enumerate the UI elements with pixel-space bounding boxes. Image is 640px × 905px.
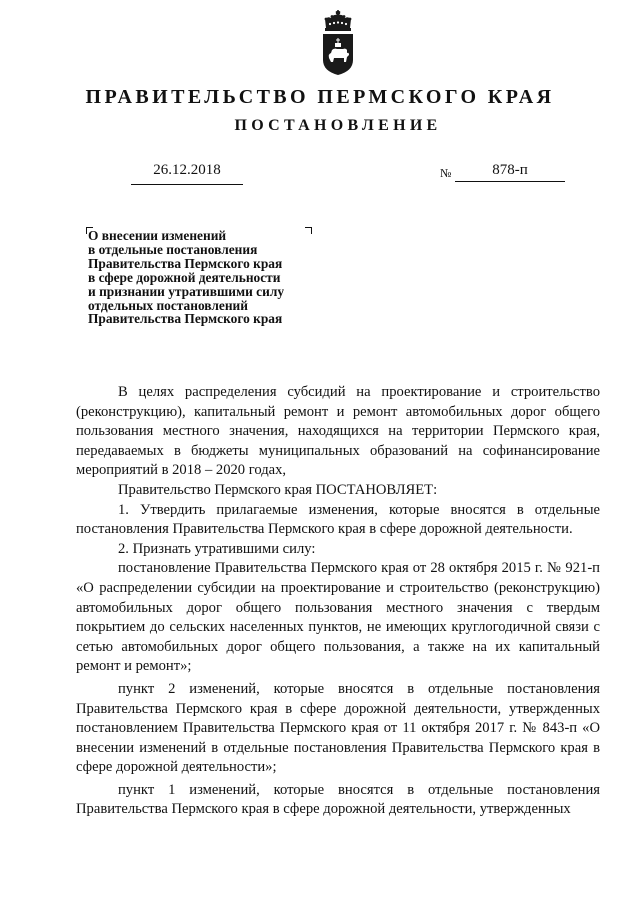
organization-title: ПРАВИТЕЛЬСТВО ПЕРМСКОГО КРАЯ [85,86,555,108]
coat-of-arms-icon [318,8,358,76]
document-date: 26.12.2018 [153,162,221,178]
body-paragraph-item-2: 2. Признать утратившими силу: [118,540,316,557]
subject-line: О внесении изменений [88,228,227,243]
number-sign: № [440,166,452,180]
document-body [76,383,600,820]
body-paragraph-resolves: Правительство Пермского края ПОСТАНОВЛЯЕТ: [118,481,438,498]
body-paragraph-item-1: 1. Утвердить прилагаемые изменения, которые вносятся в отдельные постановления Правительства Пермского края в сфере дорожной деятельности. [76,501,600,538]
document-date-field [131,162,243,185]
body-paragraph-repeal-2: пункт 2 изменений, которые вносятся в отдельные постановления Правительства Пермского края в сфере дорожной деятельности, утвержденных постановлением Правительства Пермского края от 11 октября 2017 г. № 843-п «О внесении изменений в отдельные постановления Правительства Пермского края в сфере дорожной деятельности»; [76,680,600,776]
subject-line: и признании утратившими силу [88,283,285,299]
document-subject [88,229,328,326]
subject-line: в отдельные постановления [88,241,258,257]
body-paragraph-repeal-3: пункт 1 изменений, которые вносятся в отдельные постановления Правительства Пермского края в сфере дорожной деятельности, утвержденных [76,781,600,818]
document-number-field [455,162,565,182]
document-type-title: ПОСТАНОВЛЕНИЕ [234,117,442,134]
subject-line: в сфере дорожной деятельности [88,269,281,285]
body-paragraph-preamble: В целях распределения субсидий на проектирование и строительство (реконструкцию), капитальный ремонт и ремонт автомобильных дорог общего пользования местного значения, находящихся на территории Пермского края, передаваемых в бюджеты муниципальных образований на софинансирование мероприятий в 2018 – 2020 годах, [76,384,600,479]
subject-line: Правительства Пермского края [88,311,283,327]
document-number: 878-п [492,162,528,178]
body-paragraph-repeal-1: постановление Правительства Пермского края от 28 октября 2015 г. № 921-п «О распределении субсидии на проектирование и строительство (реконструкцию) автомобильных дорог общего пользования местного значения с твердым покрытием до сельских населенных пунктов, не имеющих круглогодичной связи с сетью автомобильных дорог общего пользования, а также на их капитальный ремонт и ремонт»; [76,560,600,675]
subject-line: отдельных постановлений [88,297,248,313]
subject-line: Правительства Пермского края [88,255,283,271]
